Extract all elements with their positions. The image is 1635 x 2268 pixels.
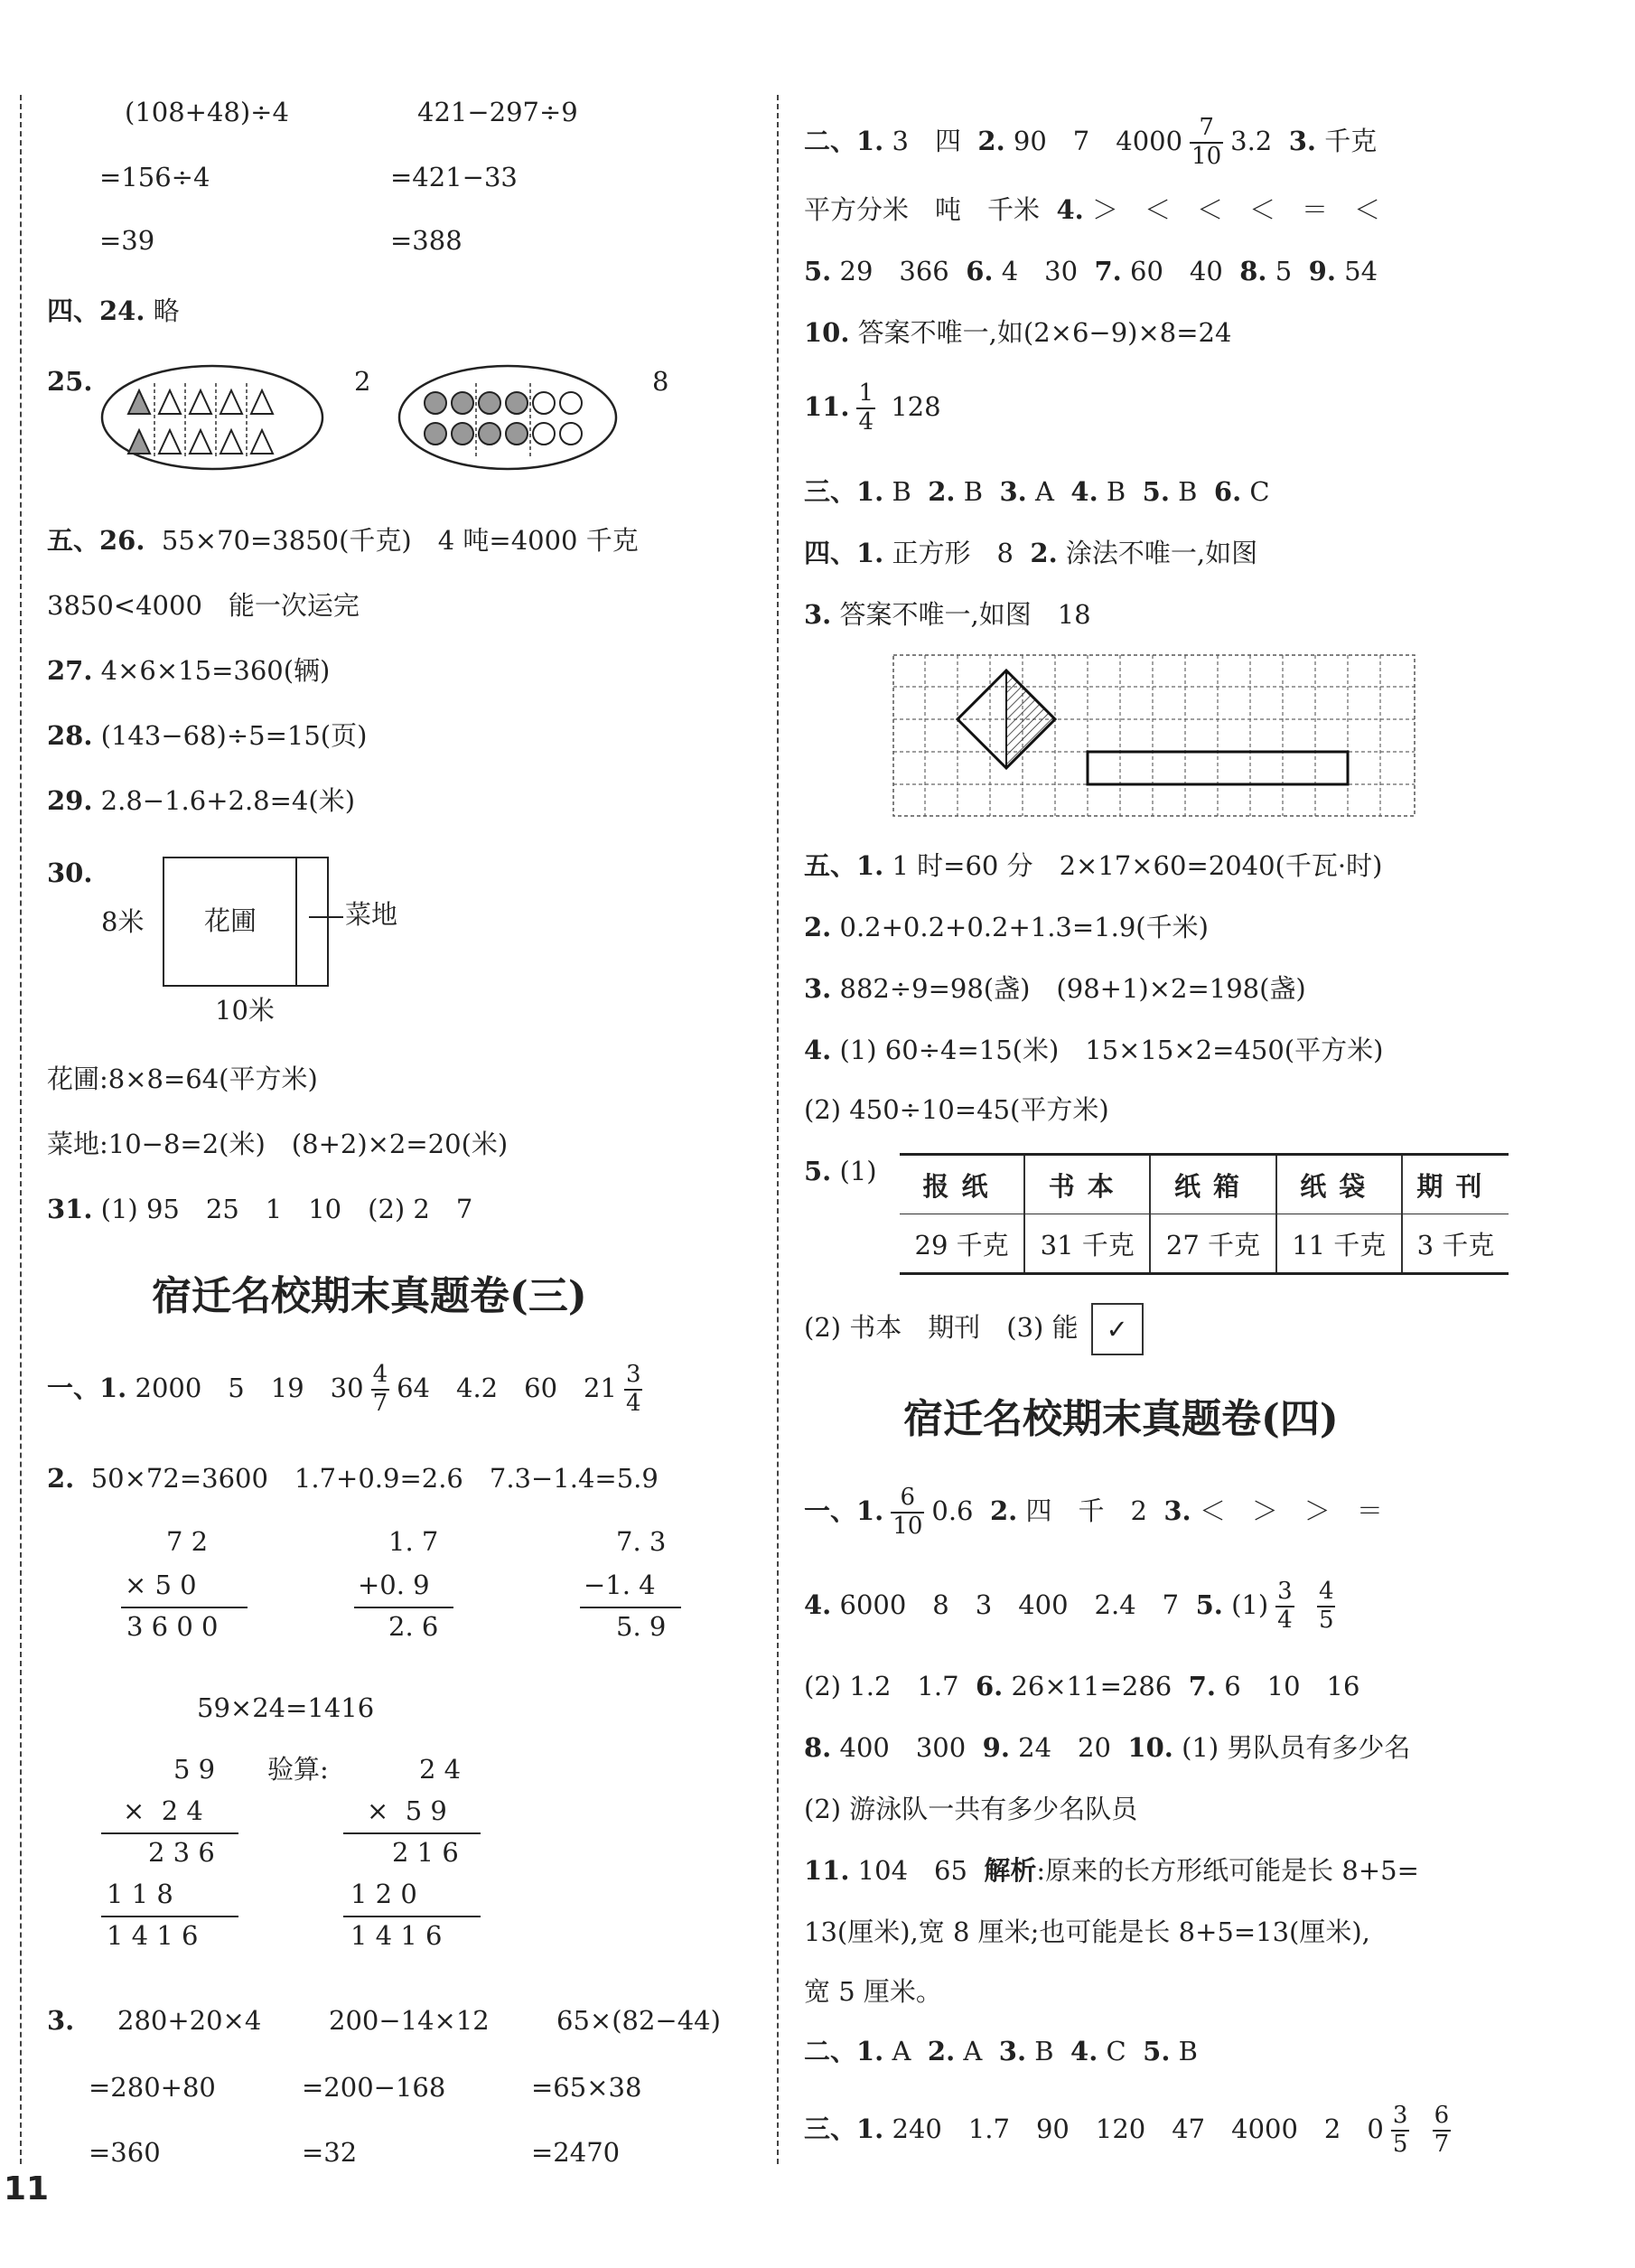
s3-col2-l2: =200−168 (302, 2072, 446, 2103)
b3: 三、1. 240 1.7 90 120 47 4000 2 0 $\frac{3}{5}$ $\frac{6}{7}$ (804, 2102, 1450, 2158)
q30-side-label: 8米 (101, 906, 145, 937)
vcalc5-result: 1 4 1 6 (350, 1920, 443, 1951)
calc-line-3a: =39 (99, 225, 155, 256)
vcalc2-top: 1. 7 (388, 1526, 439, 1557)
q25-label: 25. (47, 366, 93, 397)
vcalc4-result: 1 4 1 6 (107, 1920, 199, 1951)
s1-fraction-1: $\frac{4}{7}$ (372, 1361, 388, 1417)
b6: (2) 1.2 1.7 6. 26×11=286 7. 6 10 16 (804, 1671, 1360, 1701)
table-header: 报纸 (900, 1155, 1024, 1214)
s3-col3-l3: =2470 (531, 2137, 621, 2168)
s1-fraction-2: $\frac{3}{4}$ (625, 1361, 641, 1417)
vcalc3-op: −1. 4 (584, 1570, 656, 1600)
check-label: 验算: (267, 1754, 329, 1785)
vcalc1-rule (121, 1607, 248, 1608)
vcalc3-result: 5. 9 (616, 1611, 667, 1642)
b11-line1: 11. 104 65 解析:原来的长方形纸可能是长 8+5= (804, 1855, 1419, 1886)
vcalc3-top: 7. 3 (616, 1526, 667, 1557)
column-divider (777, 95, 779, 2164)
q30-garden-diagram (163, 857, 329, 987)
table-header: 纸袋 (1276, 1155, 1402, 1214)
vcalc4-top: 5 9 (173, 1754, 216, 1785)
a1-fraction: $\frac{7}{10}$ (1191, 114, 1222, 170)
weight-table (900, 1153, 1509, 1275)
q30-bottom-label: 10米 (215, 995, 275, 1026)
table-header: 书本 (1024, 1155, 1150, 1214)
calc-line-1a: (108+48)÷4 (125, 97, 289, 127)
q25-answer-1: 2 (354, 366, 371, 397)
s3-col1-l1: 280+20×4 (117, 2005, 262, 2036)
multiplication-line: 59×24=1416 (197, 1692, 375, 1723)
calc-line-3b: =388 (390, 225, 462, 256)
a5-2: 2. 0.2+0.2+0.2+1.3=1.9(千米) (804, 912, 1209, 942)
a1: 二、1. 3 四 2. 90 7 4000 $\frac{7}{10}$ 3.2 3. 千克 (804, 114, 1378, 170)
table-cell: 29 千克 (914, 1229, 1009, 1261)
a5-3: 3. 882÷9=98(盏) (98+1)×2=198(盏) (804, 973, 1306, 1004)
s3-col3-l2: =65×38 (531, 2072, 642, 2103)
q26-line2: 3850<4000 能一次运完 (47, 590, 360, 621)
s3-col3-l1: 65×(82−44) (556, 2005, 721, 2036)
b4: 4. 6000 8 3 400 2.4 7 5. (1) $\frac{3}{4}$ $\frac{4}{5}$ (804, 1578, 1334, 1634)
s3-col1-l3: =360 (89, 2137, 161, 2168)
q30-inside-label: 花圃 (204, 905, 257, 936)
a5-1: 五、1. 1 时=60 分 2×17×60=2040(千瓦·时) (804, 850, 1383, 881)
vcalc2-op: +0. 9 (358, 1570, 430, 1600)
table-row (900, 1214, 1509, 1274)
check-mark-box: ✓ (1091, 1303, 1144, 1355)
vcalc5-top: 2 4 (419, 1754, 462, 1785)
q27: 27. 4×6×15=360(辆) (47, 655, 331, 686)
q25-answer-2: 8 (652, 366, 669, 397)
a11: 11. $\frac{1}{4}$ 128 (804, 380, 941, 436)
vcalc4-partial2: 1 1 8 (107, 1879, 173, 1909)
q26-line1: 五、26. 55×70=3850(千克) 4 吨=4000 千克 (47, 525, 639, 556)
b4-fraction-2: $\frac{4}{5}$ (1318, 1578, 1334, 1634)
b3-fraction-1: $\frac{3}{5}$ (1392, 2102, 1408, 2158)
vcalc5-partial1: 2 1 6 (392, 1837, 459, 1868)
vcalc5-rule1 (343, 1832, 481, 1834)
q30-divider (295, 858, 297, 985)
b1: 一、1. $\frac{6}{10}$ 0.6 2. 四 千 2 3. ＜ ＞ ＞ ＝ (804, 1484, 1383, 1540)
q30-right-label: 菜地 (345, 899, 398, 930)
table-cell: 11 千克 (1276, 1214, 1402, 1274)
left-margin-rule (20, 95, 22, 2164)
q30-label: 30. (47, 858, 93, 888)
page-number: 11 (4, 2170, 50, 2207)
s2: 2. 50×72=3600 1.7+0.9=2.6 7.3−1.4=5.9 (47, 1463, 659, 1494)
vcalc5-partial2: 1 2 0 (350, 1879, 417, 1909)
section-title-4: 宿迁名校期末真题卷(四) (903, 1396, 1339, 1442)
calc-line-2a: =156÷4 (99, 162, 210, 192)
grid-figure (892, 654, 1416, 817)
section-title-3: 宿迁名校期末真题卷(三) (152, 1273, 587, 1319)
b3-fraction-2: $\frac{6}{7}$ (1434, 2102, 1450, 2158)
q25-triangle-ellipse (99, 363, 325, 472)
q30-line2: 菜地:10−8=2(米) (8+2)×2=20(米) (47, 1129, 509, 1159)
vcalc5-rule2 (343, 1916, 481, 1917)
a3: 5. 29 366 6. 4 30 7. 60 40 8. 5 9. 54 (804, 256, 1378, 286)
s1: 一、1. 2000 5 19 30 $\frac{4}{7}$ 64 4.2 60 21 $\frac{3}{4}$ (47, 1361, 641, 1417)
a4: 四、1. 正方形 8 2. 涂法不唯一,如图 (804, 538, 1258, 568)
table-cell: 3 千克 (1402, 1214, 1509, 1274)
a4b: 3. 答案不唯一,如图 18 (804, 599, 1091, 630)
q25-circle-ellipse (397, 363, 619, 472)
a5-4: 4. (1) 60÷4=15(米) 15×15×2=450(平方米) (804, 1035, 1384, 1065)
b11-line3: 宽 5 厘米。 (804, 1976, 942, 2007)
table-header: 纸箱 (1150, 1155, 1275, 1214)
vcalc4-op: × 2 4 (123, 1795, 203, 1826)
table-header-row (900, 1155, 1509, 1214)
vcalc3-rule (580, 1607, 681, 1608)
table-cell: 27 千克 (1150, 1214, 1275, 1274)
vcalc2-rule (354, 1607, 453, 1608)
q28: 28. (143−68)÷5=15(页) (47, 720, 368, 751)
a10: 10. 答案不唯一,如(2×6−9)×8=24 (804, 317, 1232, 348)
b8: 8. 400 300 9. 24 20 10. (1) 男队员有多少名 (804, 1732, 1411, 1763)
q29: 29. 2.8−1.6+2.8=4(米) (47, 785, 356, 816)
b4-fraction-1: $\frac{3}{4}$ (1277, 1578, 1293, 1634)
calc-line-1b: 421−297÷9 (417, 97, 578, 127)
s3-col2-l3: =32 (302, 2137, 358, 2168)
b2: 二、1. A 2. A 3. B 4. C 5. B (804, 2036, 1198, 2067)
s3-col2-l1: 200−14×12 (329, 2005, 490, 2036)
b11-line2: 13(厘米),宽 8 厘米;也可能是长 8+5=13(厘米), (804, 1917, 1370, 1947)
vcalc5-op: × 5 9 (367, 1795, 447, 1826)
q30-line1: 花圃:8×8=64(平方米) (47, 1064, 318, 1094)
a5-5b: (2) 书本 期刊 (3) 能 ✓ (804, 1301, 1144, 1355)
q30-pointer-line (309, 916, 343, 918)
a3s: 三、1. B 2. B 3. A 4. B 5. B 6. C (804, 476, 1270, 507)
a5-4b: (2) 450÷10=45(平方米) (804, 1094, 1109, 1125)
vcalc4-rule2 (101, 1916, 238, 1917)
a2: 平方分米 吨 千米 4. ＞ ＜ ＜ ＜ ＝ ＜ (804, 194, 1380, 225)
calc-line-2b: =421−33 (390, 162, 518, 192)
a5-5: 5. (1) (804, 1156, 877, 1186)
b1-fraction: $\frac{6}{10}$ (892, 1484, 923, 1540)
vcalc1-op: × 5 0 (125, 1570, 197, 1600)
q31: 31. (1) 95 25 1 10 (2) 2 7 (47, 1194, 473, 1224)
table-cell: 31 千克 (1024, 1214, 1150, 1274)
vcalc2-result: 2. 6 (388, 1611, 439, 1642)
table-header: 期刊 (1402, 1155, 1509, 1214)
q24: 四、24. 略 (47, 295, 180, 326)
s3-col1-l2: =280+80 (89, 2072, 216, 2103)
vcalc4-partial1: 2 3 6 (148, 1837, 215, 1868)
vcalc1-result: 3 6 0 0 (126, 1611, 219, 1642)
vcalc1-top: 7 2 (166, 1526, 209, 1557)
s3-label: 3. (47, 2005, 75, 2036)
b10b: (2) 游泳队一共有多少名队员 (804, 1794, 1138, 1824)
a11-fraction: $\frac{1}{4}$ (858, 380, 874, 436)
vcalc4-rule1 (101, 1832, 238, 1834)
